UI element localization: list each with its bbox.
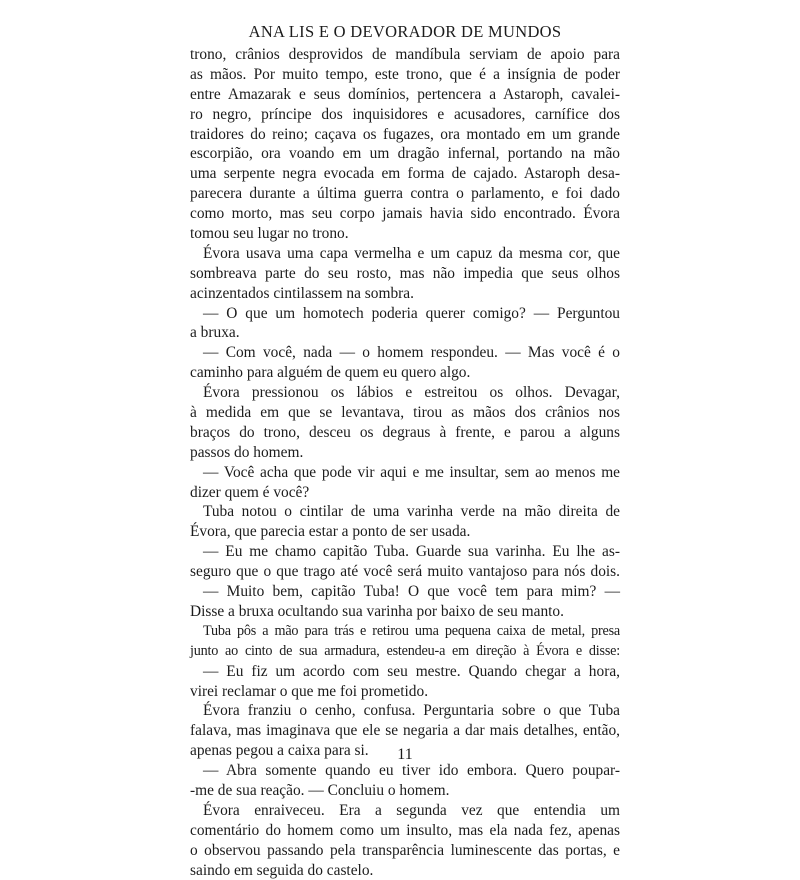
text-line: uma serpente negra evocada em forma de cajado. Astaroph desa- — [190, 165, 620, 183]
text-line: junto ao cinto de sua armadura, estendeu-a em direção à Évora e disse: — [190, 642, 620, 659]
text-line: acinzentados cintilassem na sombra. — [190, 284, 414, 302]
text-line: — Você acha que pode vir aqui e me insultar, sem ao menos me — [203, 463, 620, 481]
text-line: falava, mas imaginava que ele se negaria a dar mais detalhes, então, — [190, 722, 620, 740]
text-line: seguro que o que trago até você será muito vantajoso para nós dois. — [190, 563, 620, 581]
text-line: Évora franziu o cenho, confusa. Perguntaria sobre o que Tuba — [203, 702, 620, 720]
text-line: Évora pressionou os lábios e estreitou os olhos. Devagar, — [203, 384, 620, 402]
text-line: comentário do homem como um insulto, mas ela nada fez, apenas — [190, 821, 620, 839]
text-line: traidores do reino; caçava os fugazes, ora montado em um grande — [190, 125, 620, 143]
text-line: a bruxa. — [190, 324, 240, 342]
text-line: passos do homem. — [190, 443, 304, 461]
text-line: — Abra somente quando eu tiver ido embora. Quero poupar- — [203, 762, 620, 780]
text-line: à medida em que se levantava, tirou as mãos dos crânios nos — [190, 404, 620, 422]
text-line: Évora enraiveceu. Era a segunda vez que entendia um — [203, 801, 620, 819]
text-line: — Eu me chamo capitão Tuba. Guarde sua varinha. Eu lhe as- — [203, 543, 620, 561]
text-line: apenas pegou a caixa para si. — [190, 742, 369, 760]
page-number: 11 — [397, 746, 413, 763]
text-line: como morto, mas seu corpo jamais havia sido encontrado. Évora — [190, 205, 620, 223]
text-line: sombreava parte do seu rosto, mas não impedia que seus olhos — [190, 264, 620, 282]
text-line: — Muito bem, capitão Tuba! O que você tem para mim? — — [203, 583, 620, 601]
text-line: dizer quem é você? — [190, 483, 310, 501]
text-line: — O que um homotech poderia querer comigo? — Perguntou — [203, 304, 620, 322]
text-line: parecera durante a última guerra contra o parlamento, e foi dado — [190, 185, 620, 203]
text-line: entre Amazarak e seus domínios, pertencera a Astaroph, cavalei- — [190, 85, 620, 103]
text-line: Tuba pôs a mão para trás e retirou uma pequena caixa de metal, presa — [203, 622, 620, 639]
text-line: virei reclamar o que me foi prometido. — [190, 682, 429, 700]
text-line: — Eu fiz um acordo com seu mestre. Quando chegar a hora, — [203, 662, 620, 680]
text-line: saindo em seguida do castelo. — [190, 861, 374, 879]
text-line: trono, crânios desprovidos de mandíbula serviam de apoio para — [190, 46, 620, 63]
text-line: tomou seu lugar no trono. — [190, 225, 349, 243]
text-line: -me de sua reação. — Concluiu o homem. — [190, 781, 450, 799]
running-head: ANA LIS E O DEVORADOR DE MUNDOS — [248, 22, 562, 41]
text-line: — Com você, nada — o homem respondeu. — Mas você é o — [203, 344, 620, 362]
text-line: escorpião, ora voando em um dragão infernal, portando na mão — [190, 145, 620, 163]
text-line: caminho para alguém de quem eu quero algo. — [190, 364, 471, 382]
text-line: as mãos. Por muito tempo, este trono, que é a insígnia de poder — [190, 65, 620, 83]
text-line: braços do trono, desceu os degraus à frente, e parou a alguns — [190, 423, 620, 441]
text-line: Disse a bruxa ocultando sua varinha por baixo de seu manto. — [190, 602, 564, 620]
text-line: Évora usava uma capa vermelha e um capuz da mesma cor, que — [203, 244, 620, 262]
text-line: o observou passando pela transparência luminescente das portas, e — [190, 841, 620, 859]
text-line: Tuba notou o cintilar de uma varinha verde na mão direita de — [203, 503, 620, 521]
text-line: Évora, que parecia estar a ponto de ser usada. — [190, 523, 471, 541]
text-line: ro negro, príncipe dos inquisidores e acusadores, carnífice dos — [190, 105, 620, 123]
